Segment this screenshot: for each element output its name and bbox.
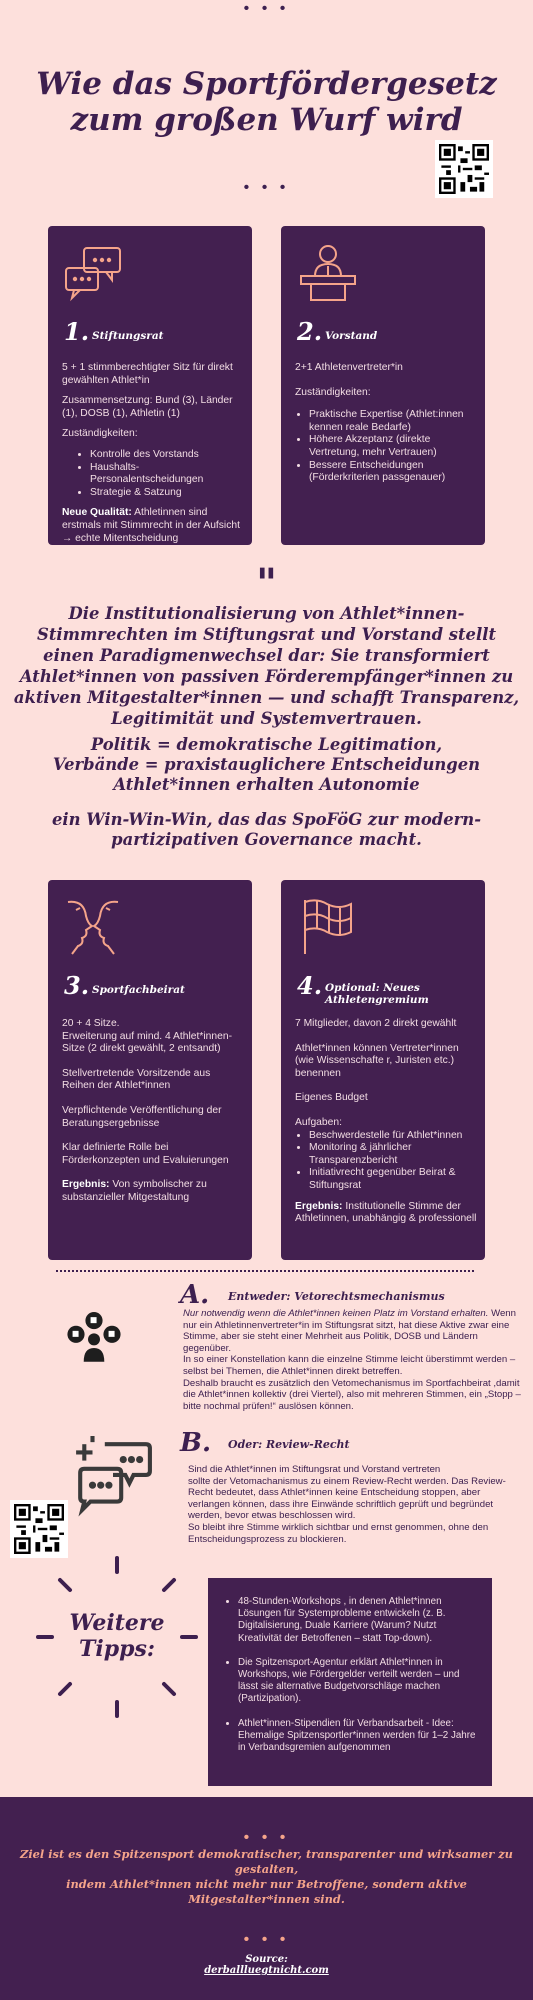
card-stiftungsrat <box>48 226 252 545</box>
card-body <box>62 1018 244 1213</box>
top-decor-dots: • • • <box>243 0 290 17</box>
card-paragraph: Klar definierte Rolle bei Förderkonzepten und Evaluierungen <box>62 1142 229 1166</box>
card-number: 4. <box>297 971 323 1000</box>
voting-people-icon <box>64 1312 124 1372</box>
result-text: Institutionelle Stimme der Athletinnen, unabhängig & professionell <box>295 1200 477 1225</box>
speech-bubbles-icon <box>62 242 124 304</box>
card-heading: Optional: Neues Athletengremium <box>325 982 429 1006</box>
speaker-podium-icon <box>297 242 359 304</box>
card-number: 1. <box>64 317 90 346</box>
card-paragraph: 7 Mitglieder, davon 2 direkt gewählt <box>295 1018 457 1029</box>
quote-politik: Politik = demokratische Legitimation, Verbände = praxistauglichere Entscheidungen Athlet*innen erhalten Autonomie <box>52 735 481 794</box>
list-item: • Initiativrecht gegenüber Beirat & Stiftungsrat <box>309 1167 477 1192</box>
tip-item: • Die Spitzensport-Agentur erklärt Athlet*innen in Workshops, wie Fördergelder verteilt werden – und lässt sie alternative Budgetvorschläge machen (Partizipation). <box>238 1657 476 1706</box>
card-paragraph: 2+1 Athletenvertreter*in <box>295 362 403 373</box>
card-list <box>62 449 244 499</box>
card-vorstand <box>281 226 485 545</box>
card-heading: Sportfachbeirat <box>92 984 185 996</box>
option-b-heading: Oder: Review-Recht <box>228 1438 350 1451</box>
two-faces-icon <box>62 896 124 958</box>
result-text: Athletinnen sind erstmals mit Stimmrecht in der Aufsicht → echte Mitentscheidung <box>62 507 240 544</box>
result-label: Neue Qualität: <box>62 507 132 519</box>
card-list <box>295 1130 477 1193</box>
tips-list <box>216 1596 476 1754</box>
card-body <box>295 362 477 493</box>
qr-code-icon <box>14 1504 64 1554</box>
card-heading: Vorstand <box>325 330 378 342</box>
card-heading: Stiftungsrat <box>92 330 164 342</box>
footer-decor-dots-bottom: • • • <box>243 1931 290 1948</box>
card-number: 2. <box>297 317 323 346</box>
quote-main: Die Institutionalisierung von Athlet*innen-Stimmrechten im Stiftungsrat und Vorstand stellt einen Paradigmenwechsel dar: Sie transformiert Athlet*innen von passiven Förderempfänger*innen zu aktiven Mitgestalter*innen — und schafft Transparenz, Legitimität und Systemvertrauen. <box>13 604 520 728</box>
card-athletengremium <box>281 880 485 1260</box>
card-paragraph: Zusammensetzung: Bund (3), Länder (1), DOSB (1), Athletin (1) <box>62 395 233 419</box>
list-item: • Beschwerdestelle für Athlet*innen <box>309 1130 477 1143</box>
chat-bubbles-icon <box>72 1436 154 1518</box>
card-paragraph: Stellvertretende Vorsitzende aus Reihen der Athlet*innen <box>62 1067 211 1092</box>
card-number: 3. <box>64 971 90 1000</box>
footer-goal-text: Ziel ist es den Spitzensport demokratischer, transparenter und wirksamer zu gestalten, indem Athlet*innen nicht mehr nur Betroffene, sondern aktive Mitgestalter*innen sind. <box>20 1847 513 1906</box>
qr-code-middle[interactable] <box>10 1500 68 1558</box>
tips-box <box>208 1578 492 1786</box>
option-a-heading: Entweder: Vetorechtsmechanismus <box>228 1290 445 1303</box>
card-body <box>295 1018 477 1234</box>
page-title: Wie das Sportfördergesetz zum großen Wurf wird <box>36 66 497 138</box>
card-result <box>295 1201 477 1226</box>
option-b-letter: B. <box>180 1428 212 1458</box>
footer <box>0 1797 533 2000</box>
list-item: • Praktische Expertise (Athlet:innen kennen reale Bedarfe) <box>309 409 477 434</box>
card-paragraph: Athlet*innen können Vertreter*innen (wie Wissenschafte r, Juristen etc.) benennen <box>295 1042 459 1079</box>
option-b-text: Sind die Athlet*innen im Stiftungsrat und Vorstand vertreten sollte der Vetomachanismus zu einem Review-Recht werden. Das Review-Recht bedeutet, dass Athlet*innen keine Entscheidung stoppen, aber verlangen können, dass ihre Einwände schriftlich geprüft und begründet werden, bevor etwas beschlossen wird. So bleibt ihre Stimme wirklich sichtbar und ernst genommen, ohne den Entscheidungsprozess zu blockieren. <box>188 1464 506 1545</box>
option-a-text <box>183 1308 523 1412</box>
card-result <box>62 1179 244 1204</box>
quote-mark: " <box>256 560 277 607</box>
card-paragraph: Verpflichtende Veröffentlichung der Beratungsergebnisse <box>62 1104 222 1129</box>
card-paragraph: Zuständigkeiten: <box>62 428 138 440</box>
source-link[interactable]: derballluegtnicht.com <box>204 1965 329 1976</box>
result-label: Ergebnis: <box>62 1179 110 1191</box>
card-paragraph: Eigenes Budget <box>295 1092 368 1104</box>
option-a-letter: A. <box>180 1280 210 1310</box>
card-paragraph: Aufgaben: <box>295 1116 342 1128</box>
result-label: Ergebnis: <box>295 1200 343 1212</box>
source-label: Source: <box>245 1954 288 1965</box>
list-item: • Strategie & Satzung <box>90 487 244 500</box>
card-paragraph: Zuständigkeiten: <box>295 386 371 398</box>
card-paragraph: 5 + 1 stimmberechtigter Sitz für direkt gewählten Athlet*in <box>62 362 233 386</box>
card-list <box>295 409 477 485</box>
list-item: • Haushalts- Personalentscheidungen <box>90 462 244 487</box>
tip-item: • Athlet*innen-Stipendien für Verbandsarbeit - Idee: Ehemalige Spitzensportler*innen werden für 1–2 Jahre in Verbandsgremien aufgenommen <box>238 1718 476 1755</box>
header-decor-dots: • • • <box>243 179 290 196</box>
option-a-note: Nur notwendig wenn die Athlet*innen keinen Platz im Vorstand erhalten. <box>183 1308 489 1319</box>
checkered-flag-icon <box>297 896 359 958</box>
section-divider <box>56 1270 474 1272</box>
footer-decor-dots-top: • • • <box>243 1829 290 1846</box>
list-item: • Bessere Entscheidungen (Förderkriterien passgenauer) <box>309 460 477 485</box>
option-a-body: Wenn nur ein Athletinnenvertreter*in im Stiftungsrat sitzt, hat diese Aktive zwar eine Stimme, aber sie steht einer Mehrheit aus Politik, DOSB und Ländern gegenüber. In so einer Konstellation kann die einzelne Stimme leicht überstimmt werden –selbst bei Themen, die Athlet*innen direkt betreffen. Deshalb braucht es zusätzlich den Vetomechanismus im Sportfachbeirat ,damit die Athlet*innen kollektiv (drei Viertel), also mit mehreren Stimmen, ein „Stopp – bitte nochmal prüfen!“ auslösen können. <box>183 1308 521 1412</box>
card-body <box>62 362 244 553</box>
card-result <box>62 507 244 545</box>
list-item: • Kontrolle des Vorstands <box>90 449 244 462</box>
list-item: • Höhere Akzeptanz (direkte Vertretung, mehr Vertrauen) <box>309 434 477 459</box>
list-item: • Monitoring & jährlicher Transparenzbericht <box>309 1142 477 1167</box>
tip-item: • 48-Stunden-Workshops , in denen Athlet*innen Lösungen für Systemprobleme entwickeln (z. B. Digitalisierung, Duale Karriere (Warum? Nutzt Kreativität der Betroffenen – statt Top-down). <box>238 1596 476 1645</box>
quote-winwin: ein Win-Win-Win, das das SpoFöG zur modern- partizipativen Governance macht. <box>51 810 481 849</box>
result-text: Von symbolischer zu substanzieller Mitgestaltung <box>62 1179 207 1203</box>
card-paragraph: 20 + 4 Sitze. Erweiterung auf mind. 4 Athlet*innen-Sitze (2 direkt gewählt, 2 entsandt) <box>62 1018 232 1055</box>
card-sportfachbeirat <box>48 880 252 1260</box>
tips-heading: Weitere Tipps: <box>69 1610 165 1662</box>
